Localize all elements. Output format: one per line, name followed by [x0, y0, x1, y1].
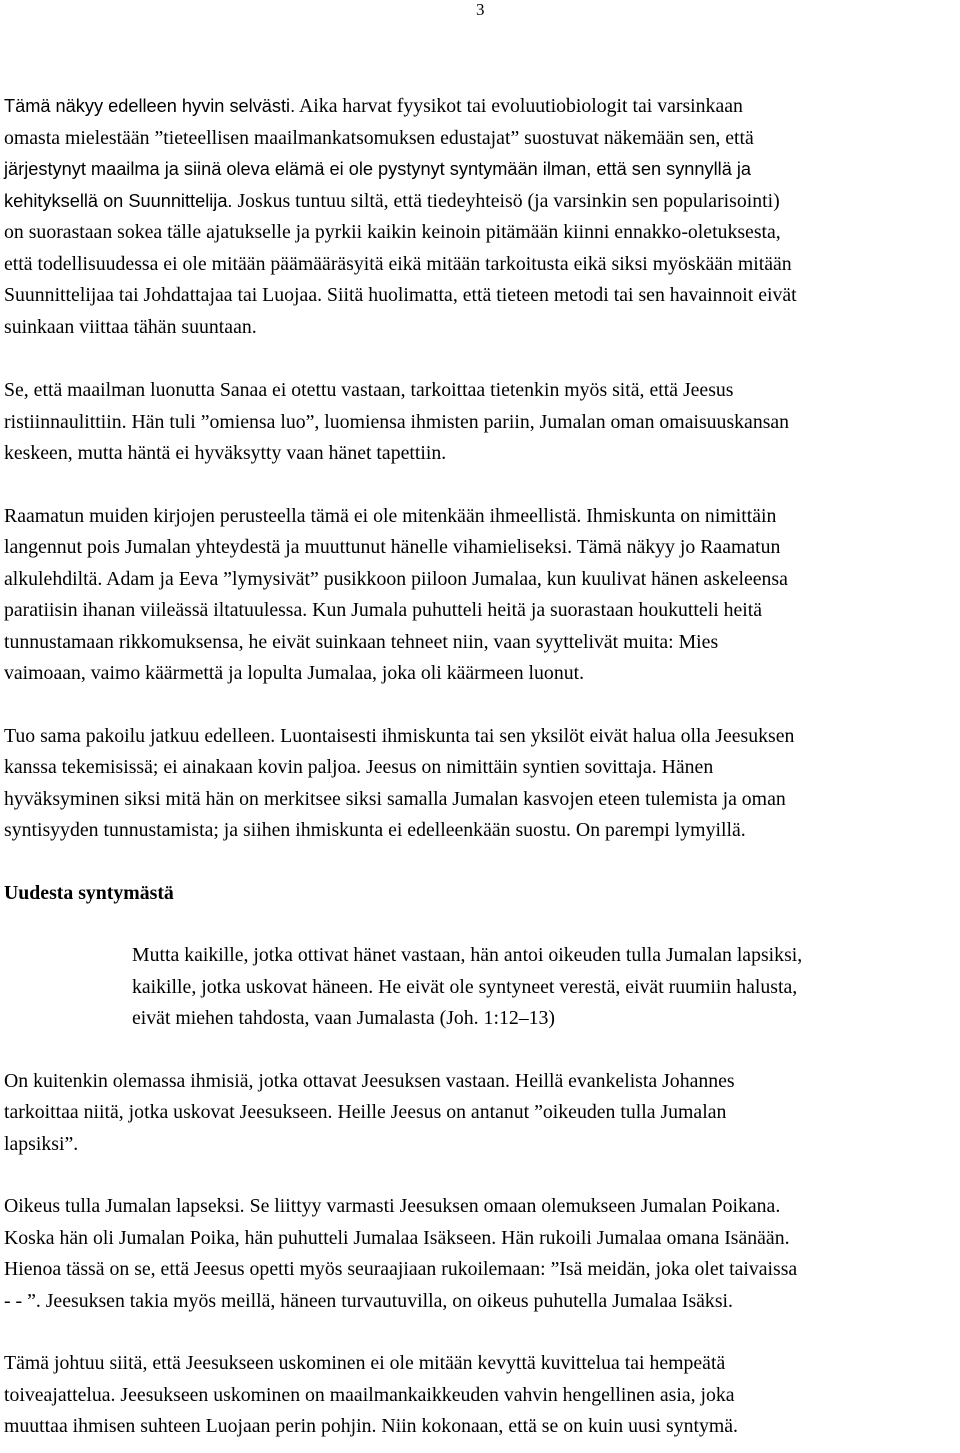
text-line: Suunnittelijaa tai Johdattajaa tai Luojaa. Siitä huolimatta, että tieteen metodi tai sen havainnoit eivät — [4, 284, 797, 306]
text-line: Se, että maailman luonutta Sanaa ei otettu vastaan, tarkoittaa tietenkin myös sitä, että Jeesus — [4, 379, 734, 401]
text-line: Tämä johtuu siitä, että Jeesukseen uskominen ei ole mitään kevyttä kuvittelua tai hempeätä — [4, 1352, 726, 1374]
text-line: tarkoittaa niitä, jotka uskovat Jeesukseen. Heille Jeesus on antanut ”oikeuden tulla Jumalan — [4, 1101, 727, 1123]
block-quote — [132, 940, 960, 1035]
quote-line: Mutta kaikille, jotka ottivat hänet vastaan, hän antoi oikeuden tulla Jumalan lapsiksi, — [132, 944, 803, 966]
text-line: tunnustamaan rikkomuksensa, he eivät suinkaan tehneet niin, vaan syyttelivät muita: Mies — [4, 630, 719, 653]
paragraph-2 — [4, 375, 960, 470]
text-line: Koska hän oli Jumalan Poika, hän puhutteli Jumalaa Isäkseen. Hän rukoili Jumalaa omana Isänään. — [4, 1226, 790, 1249]
section-heading: Uudesta syntymästä — [4, 881, 174, 904]
paragraph-4 — [4, 721, 960, 847]
text-line: suinkaan viittaa tähän suuntaan. — [4, 315, 257, 338]
paragraph-1 — [4, 91, 960, 343]
text-line: on suorastaan sokea tälle ajatukselle ja pyrkii kaikin keinoin pitämään kiinni ennakko-oletuksesta, — [4, 221, 781, 243]
text-line: Hienoa tässä on se, että Jeesus opetti myös seuraajiaan rukoilemaan: ”Isä meidän, joka olet taivaissa — [4, 1258, 798, 1280]
text-line: että todellisuudessa ei ole mitään päämääräsyitä eikä mitään tarkoitusta eikä siksi myöskään mitään — [4, 252, 792, 275]
quote-line: eivät miehen tahdosta, vaan Jumalasta (Joh. 1:12–13) — [132, 1007, 555, 1029]
text-line: Tuo sama pakoilu jatkuu edelleen. Luontaisesti ihmiskunta tai sen yksilöt eivät halua olla Jeesuksen — [4, 724, 795, 747]
text-line: järjestynyt maailma ja siinä oleva elämä ei ole pystynyt syntymään ilman, että sen synnyllä ja — [4, 159, 752, 179]
paragraph-5 — [4, 1066, 960, 1161]
text-line: muuttaa ihmisen suhteen Luojaan perin pohjin. Niin kokonaan, että se on kuin uusi syntymä. — [4, 1415, 738, 1437]
text-line: omasta mielestään ”tieteellisen maailmankatsomuksen edustajat” suostuvat näkemään sen, että — [4, 126, 754, 149]
text-line: kanssa tekemisissä; ei ainakaan kovin paljoa. Jeesus on nimittäin syntien sovittaja. Hänen — [4, 756, 714, 778]
text-line: Raamatun muiden kirjojen perusteella tämä ei ole mitenkään ihmeellistä. Ihmiskunta on nimittäin — [4, 504, 777, 527]
text-line: kehityksellä on Suunnittelija. Joskus tuntuu siltä, että tiedeyhteisö (ja varsinkin sen popularisointi) — [4, 189, 780, 212]
text-line: toiveajattelua. Jeesukseen uskominen on maailmankaikkeuden vahvin hengellinen asia, joka — [4, 1383, 735, 1406]
document-body — [4, 91, 960, 1443]
text-line: langennut pois Jumalan yhteydestä ja muuttunut hänelle vihamieliseksi. Tämä näkyy jo Raamatun — [4, 536, 781, 558]
quote-line: kaikille, jotka uskovat häneen. He eivät ole syntyneet verestä, eivät ruumiin halusta, — [132, 975, 798, 998]
text-line: paratiisin ihanan viileässä iltatuulessa. Kun Jumala puhutteli heitä ja suorastaan houkutteli heitä — [4, 599, 763, 621]
text-line: keskeen, mutta häntä ei hyväksytty vaan hänet tapettiin. — [4, 442, 447, 464]
text-line: alkulehdiltä. Adam ja Eeva ”lymysivät” pusikkoon piiloon Jumalaa, kun kuulivat hänen askeleensa — [4, 567, 788, 590]
paragraph-7 — [4, 1348, 960, 1443]
text-line: ristiinnaulittiin. Hän tuli ”omiensa luo”, luomiensa ihmisten pariin, Jumalan oman omaisuuskansan — [4, 410, 790, 433]
text-line: - - ”. Jeesuksen takia myös meillä, häneen turvautuvilla, on oikeus puhutella Jumalaa Isäksi. — [4, 1289, 733, 1312]
text-line: Tämä näkyy edelleen hyvin selvästi. Aika harvat fyysikot tai evoluutiobiologit tai varsinkaan — [4, 95, 743, 117]
text-line: hyväksyminen siksi mitä hän on merkitsee siksi samalla Jumalan kasvojen eteen tulemista ja oman — [4, 787, 786, 810]
text-line: Oikeus tulla Jumalan lapseksi. Se liittyy varmasti Jeesuksen omaan olemukseen Jumalan Poikana. — [4, 1195, 781, 1217]
text-line: On kuitenkin olemassa ihmisiä, jotka ottavat Jeesuksen vastaan. Heillä evankelista Johannes — [4, 1069, 735, 1092]
paragraph-3 — [4, 501, 960, 690]
paragraph-6 — [4, 1191, 960, 1317]
text-line: lapsiksi”. — [4, 1132, 79, 1155]
text-line: vaimoaan, vaimo käärmettä ja lopulta Jumalaa, joka oli käärmeen luonut. — [4, 662, 585, 684]
page-number: 3 — [476, 0, 485, 19]
text-line: syntisyyden tunnustamista; ja siihen ihmiskunta ei edelleenkään suostu. On parempi lymyillä. — [4, 819, 746, 841]
